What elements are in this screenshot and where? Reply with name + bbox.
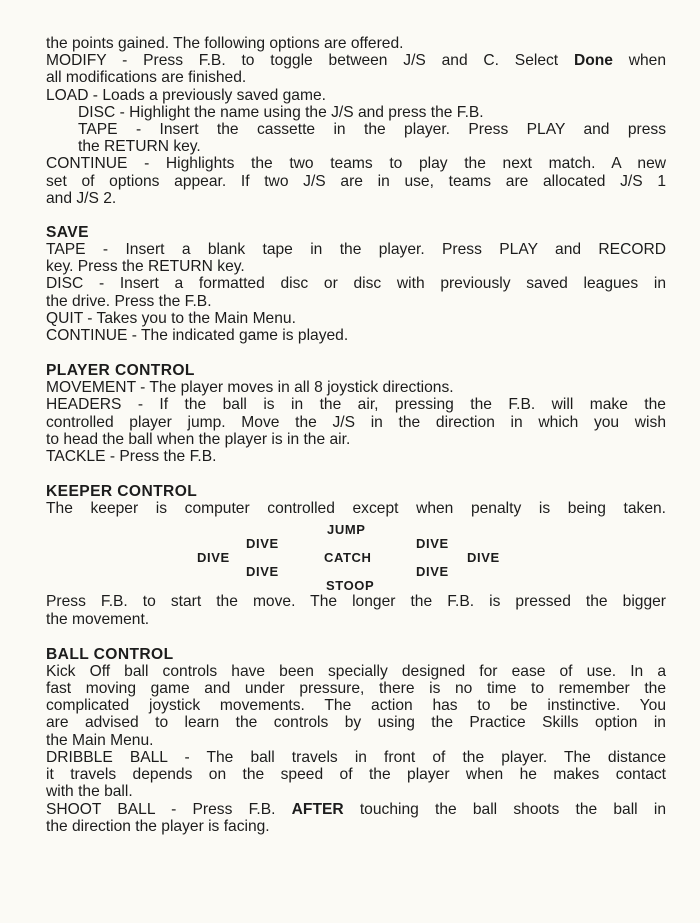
shoot-text (46, 801, 666, 818)
manual-page (46, 35, 666, 835)
ball-control-line: Kick Off ball controls have been specially designed for ease of use. In a (46, 662, 666, 680)
continue-option-end: and J/S 2. (46, 189, 117, 207)
load-option: LOAD - Loads a previously saved game. (46, 86, 326, 104)
save-continue: CONTINUE - The indicated game is played. (46, 327, 349, 345)
dive-up-right-label: DIVE (416, 536, 449, 552)
done-keyword: Done (573, 52, 613, 70)
dive-down-right-label: DIVE (416, 564, 449, 580)
modify-option (46, 52, 666, 69)
shoot-text-end: the direction the player is facing. (46, 817, 270, 835)
continue-option: CONTINUE - Highlights the two teams to play the next match. A new (46, 155, 666, 173)
dive-up-left-label: DIVE (246, 536, 279, 552)
ball-control-line: fast moving game and under pressure, there is no time to remember the (46, 680, 666, 698)
tackle-text: TACKLE - Press the F.B. (46, 448, 217, 466)
shoot-text-start: SHOOT BALL - Press F.B. (46, 800, 292, 818)
ball-control-line: are advised to learn the controls by using the Practice Skills option in (46, 714, 666, 732)
dribble-text-end: with the ball. (46, 783, 133, 801)
keeper-press-text-end: the movement. (46, 610, 150, 628)
headers-text: HEADERS - If the ball is in the air, pressing the F.B. will make the (46, 396, 666, 414)
save-tape: TAPE - Insert a blank tape in the player. Press PLAY and RECORD (46, 241, 666, 259)
save-tape-cont: key. Press the RETURN key. (46, 258, 245, 276)
save-quit: QUIT - Takes you to the Main Menu. (46, 309, 296, 327)
save-disc: DISC - Insert a formatted disc or disc with previously saved leagues in (46, 275, 666, 293)
after-keyword: AFTER (291, 800, 344, 818)
ball-control-line: complicated joystick movements. The action has to be instinctive. You (46, 697, 666, 715)
keeper-press-text: Press F.B. to start the move. The longer the F.B. is pressed the bigger (46, 593, 666, 611)
movement-text: MOVEMENT - The player moves in all 8 joystick directions. (46, 379, 454, 397)
ball-control-heading: BALL CONTROL (46, 645, 174, 663)
dribble-text: DRIBBLE BALL - The ball travels in front of the player. The distance (46, 748, 666, 766)
modify-option-cont: all modifications are finished. (46, 69, 247, 87)
dive-down-left-label: DIVE (246, 564, 279, 580)
ball-control-line: the Main Menu. (46, 731, 154, 749)
dive-right-label: DIVE (467, 550, 500, 566)
save-heading: SAVE (46, 224, 89, 242)
jump-label: JUMP (327, 522, 366, 538)
keeper-text: The keeper is computer controlled except when penalty is being taken. (46, 500, 666, 518)
load-tape-cont: the RETURN key. (78, 138, 201, 156)
keeper-move-diagram (46, 521, 666, 594)
load-disc: DISC - Highlight the name using the J/S and press the F.B. (78, 103, 484, 121)
modify-text-end: when (612, 52, 666, 70)
shoot-text-mid: touching the ball shoots the ball in (343, 800, 666, 818)
keeper-control-heading: KEEPER CONTROL (46, 483, 198, 501)
catch-label: CATCH (324, 550, 372, 566)
dribble-text-cont: it travels depends on the speed of the player when he makes contact (46, 766, 666, 784)
continue-option-cont: set of options appear. If two J/S are in use, teams are allocated J/S 1 (46, 172, 666, 190)
headers-text-end: to head the ball when the player is in the air. (46, 430, 351, 448)
player-control-heading: PLAYER CONTROL (46, 362, 195, 380)
headers-text-cont: controlled player jump. Move the J/S in the direction in which you wish (46, 413, 666, 431)
load-tape: TAPE - Insert the cassette in the player. Press PLAY and press (78, 121, 666, 139)
modify-text: MODIFY - Press F.B. to toggle between J/S and C. Select (46, 52, 574, 70)
save-disc-cont: the drive. Press the F.B. (46, 292, 212, 310)
dive-left-label: DIVE (197, 550, 230, 566)
intro-line: the points gained. The following options are offered. (46, 35, 404, 52)
stoop-label: STOOP (326, 578, 375, 594)
